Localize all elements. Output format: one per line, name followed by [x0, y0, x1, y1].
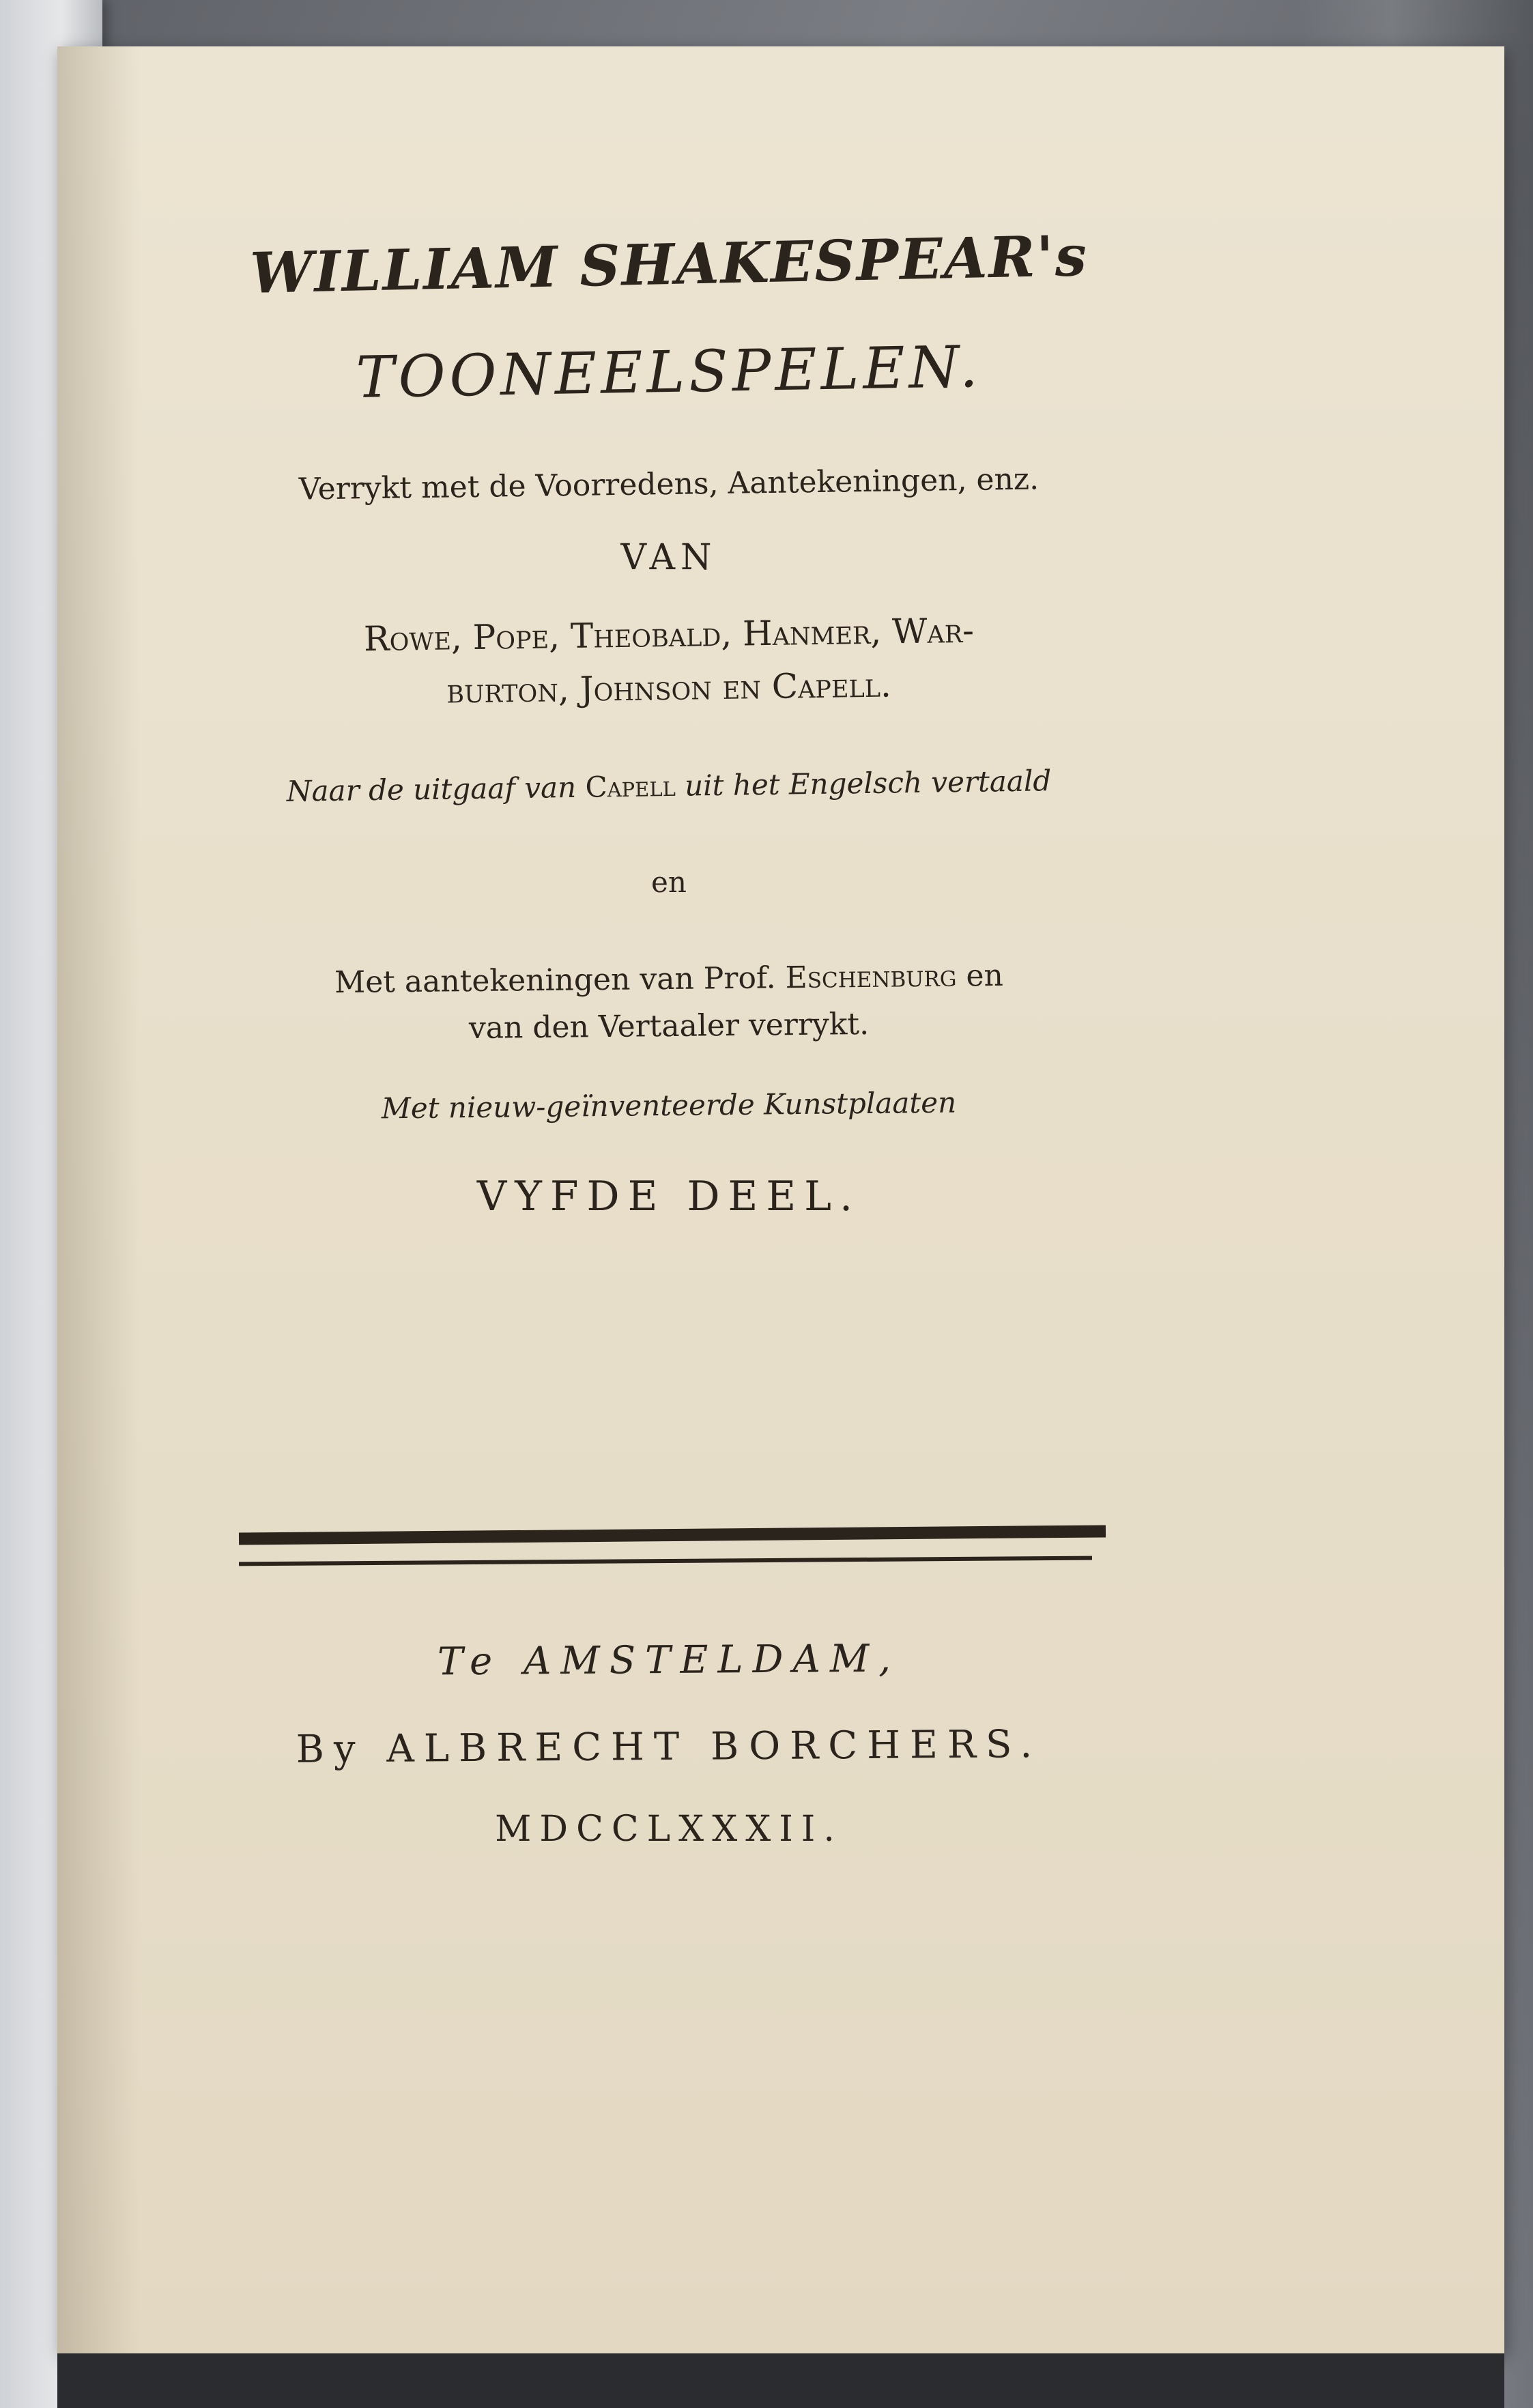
volume-label: VYFDE DEEL.: [476, 1173, 861, 1220]
plates-note: Met nieuw-geïnventeerde Kunstplaaten: [381, 1085, 957, 1126]
imprint-year: MDCCLXXXII.: [495, 1809, 843, 1850]
translation-note: [205, 763, 1134, 809]
imprint-printer: By ALBRECHT BORCHERS.: [296, 1722, 1042, 1772]
annotations-prefix: Met aantekeningen van Prof.: [334, 960, 776, 1001]
editors-line-2: burton, Johnson en Capell.: [446, 665, 892, 711]
subtitle: Verrykt met de Voorredens, Aantekeningen, enz.: [298, 461, 1040, 507]
annotations-suffix: en: [966, 958, 1004, 994]
translation-prefix: Naar de uitgaaf van: [286, 770, 577, 808]
page-gutter-shadow: [57, 46, 139, 2353]
page-bottom-shadow: [57, 2353, 1504, 2408]
title-block: [205, 223, 1133, 1220]
annotations-line-1: [205, 957, 1133, 1001]
van-label: VAN: [620, 537, 717, 578]
translation-name: Capell: [585, 769, 676, 804]
title-line-2: TOONEELSPELEN.: [355, 333, 983, 411]
editors-line-1: Rowe, Pope, Theobald, Hanmer, War-: [363, 610, 975, 659]
translation-suffix: uit het Engelsch vertaald: [684, 764, 1052, 803]
conjunction-en: en: [651, 865, 687, 899]
annotations-line-2: van den Vertaaler verrykt.: [468, 1006, 870, 1046]
title-line-1: WILLIAM SHAKESPEAR's: [249, 223, 1089, 306]
imprint-block: [205, 1638, 1133, 1850]
annotations-name: Eschenburg: [785, 958, 957, 996]
imprint-city: Te AMSTELDAM,: [437, 1636, 901, 1685]
